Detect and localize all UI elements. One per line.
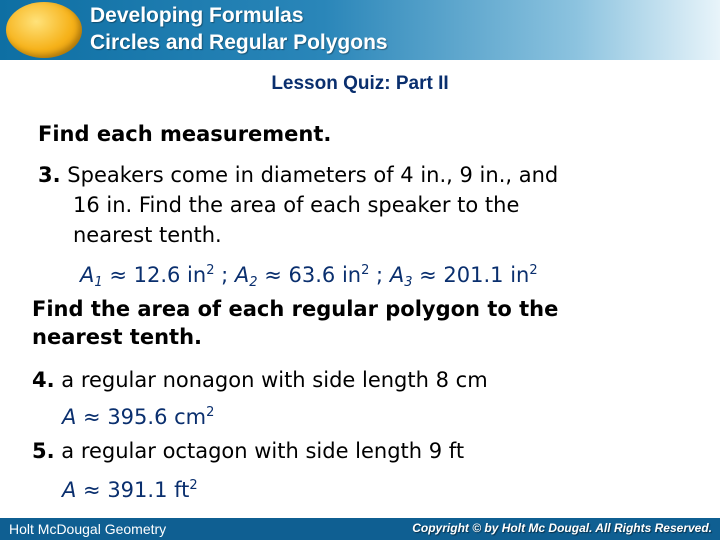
question-5-number: 5.	[32, 439, 55, 463]
header-banner	[0, 0, 720, 60]
answer-separator: ;	[214, 263, 235, 287]
header-title: Developing Formulas	[90, 4, 304, 27]
instruction-heading: Find each measurement.	[38, 122, 332, 146]
question-5-text: a regular octagon with side length 9 ft	[61, 439, 465, 463]
question-4	[32, 367, 488, 393]
question-5	[32, 438, 464, 464]
answer-var: A	[234, 263, 250, 287]
question-3-answer	[80, 258, 538, 296]
answer-var: A	[80, 263, 95, 287]
footer-bar	[0, 518, 720, 540]
answer-var: A	[62, 478, 77, 502]
instruction-2-line-1: Find the area of each regular polygon to the	[32, 297, 559, 321]
answer-exp: 2	[206, 405, 215, 420]
footer-copyright: Copyright © by Holt Mc Dougal. All Rights Reserved.	[412, 521, 712, 535]
answer-separator: ;	[369, 263, 390, 287]
answer-value: ≈ 391.1 ft	[76, 478, 190, 502]
answer-value: ≈ 395.6 cm	[76, 405, 207, 429]
answer-exp: 2	[361, 263, 370, 278]
question-3-text: Speakers come in diameters of 4 in., 9 in., and	[67, 163, 559, 187]
answer-var: A	[389, 263, 405, 287]
question-4-text: a regular nonagon with side length 8 cm	[61, 368, 488, 392]
question-3-line-1	[38, 162, 558, 188]
question-3-line-2: 16 in. Find the area of each speaker to the	[73, 193, 520, 217]
answer-sub: 2	[249, 275, 258, 290]
instruction-2-line-2: nearest tenth.	[32, 325, 203, 349]
answer-sub: 1	[94, 275, 103, 290]
answer-value: ≈ 63.6 in	[257, 263, 362, 287]
question-4-answer	[62, 400, 214, 430]
answer-exp: 2	[529, 263, 538, 278]
answer-value: ≈ 12.6 in	[102, 263, 207, 287]
question-3-number: 3.	[38, 163, 61, 187]
header-subtitle: Circles and Regular Polygons	[90, 31, 388, 54]
question-5-answer	[62, 473, 198, 503]
answer-sub: 3	[404, 275, 413, 290]
lesson-quiz-title: Lesson Quiz: Part II	[271, 73, 449, 94]
answer-value: ≈ 201.1 in	[412, 263, 530, 287]
question-4-number: 4.	[32, 368, 55, 392]
answer-exp: 2	[206, 263, 215, 278]
logo-icon	[6, 2, 82, 58]
footer-course-title: Holt McDougal Geometry	[9, 521, 167, 537]
answer-exp: 2	[189, 478, 198, 493]
question-3-line-3: nearest tenth.	[73, 223, 222, 247]
answer-var: A	[62, 405, 77, 429]
